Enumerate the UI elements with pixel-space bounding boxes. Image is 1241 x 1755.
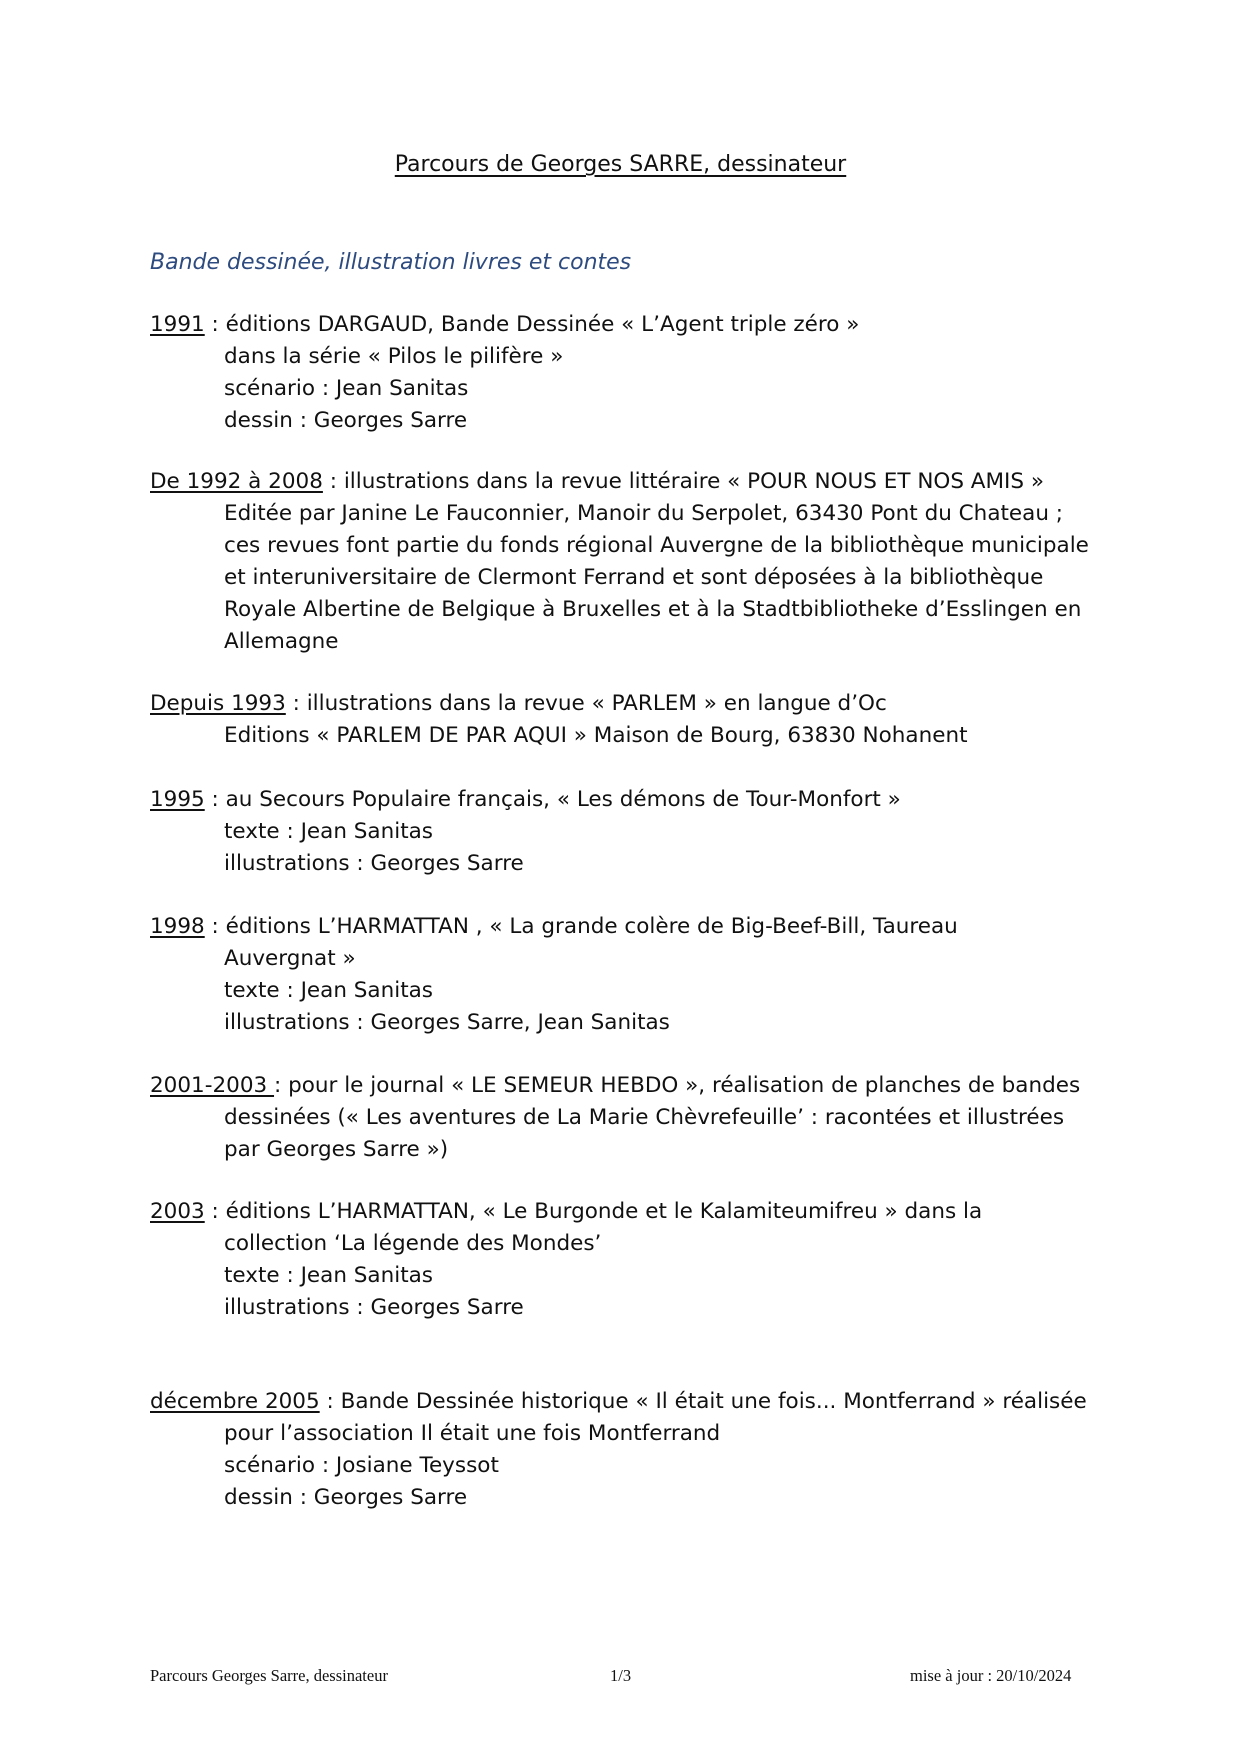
entry-text: : éditions DARGAUD, Bande Dessinée « L’Agent triple zéro »: [204, 312, 860, 337]
entry-first-line: [150, 784, 1110, 816]
footer-document-name: Parcours Georges Sarre, dessinateur: [150, 1666, 388, 1685]
entry-date: 1998: [150, 914, 205, 939]
entry-line: scénario : Josiane Teyssot: [224, 1453, 499, 1478]
entry-first-line: [150, 688, 1110, 720]
entry-line: illustrations : Georges Sarre: [224, 1295, 524, 1320]
entry-2001-2003: [150, 1070, 1110, 1166]
entry-text: : au Secours Populaire français, « Les démons de Tour-Monfort »: [204, 787, 901, 812]
entry-line: texte : Jean Sanitas: [224, 819, 434, 844]
entry-text: : Bande Dessinée historique « Il était une fois... Montferrand » réalisée: [319, 1389, 1087, 1414]
entry-1991: [150, 309, 1110, 437]
footer-page-number: 1/3: [610, 1666, 632, 1685]
entry-line: Royale Albertine de Belgique à Bruxelles et à la Stadtbibliotheke d’Esslingen en: [224, 597, 1082, 622]
entry-date: 1991: [150, 312, 205, 337]
entry-1998: [150, 911, 1110, 1039]
entry-text: : éditions L’HARMATTAN , « La grande colère de Big-Beef-Bill, Taureau: [204, 914, 958, 939]
entry-date: De 1992 à 2008: [150, 469, 323, 494]
entry-text: : illustrations dans la revue littéraire « POUR NOUS ET NOS AMIS »: [322, 469, 1045, 494]
entry-line: dessin : Georges Sarre: [224, 1485, 468, 1510]
entry-line: collection ‘La légende des Mondes’: [224, 1231, 602, 1256]
entry-line: texte : Jean Sanitas: [224, 1263, 434, 1288]
entry-date: 1995: [150, 787, 205, 812]
entry-first-line: [150, 1386, 1110, 1418]
entry-date: Depuis 1993: [150, 691, 286, 716]
entry-line: dans la série « Pilos le pilifère »: [224, 344, 564, 369]
entry-1995: [150, 784, 1110, 880]
entry-line: pour l’association Il était une fois Montferrand: [224, 1421, 721, 1446]
entry-line: texte : Jean Sanitas: [224, 978, 434, 1003]
entry-line: et interuniversitaire de Clermont Ferrand et sont déposées à la bibliothèque: [224, 565, 1044, 590]
entry-date: décembre 2005: [150, 1389, 320, 1414]
section-heading: Bande dessinée, illustration livres et contes: [150, 250, 632, 275]
entry-line: illustrations : Georges Sarre, Jean Sanitas: [224, 1010, 670, 1035]
entry-2005: [150, 1386, 1110, 1514]
entry-date: 2003: [150, 1199, 205, 1224]
page-title: Parcours de Georges SARRE, dessinateur: [394, 152, 847, 177]
entry-line: par Georges Sarre »): [224, 1137, 449, 1162]
entry-text: : éditions L’HARMATTAN, « Le Burgonde et le Kalamiteumifreu » dans la: [204, 1199, 983, 1224]
entry-line: Editions « PARLEM DE PAR AQUI » Maison de Bourg, 63830 Nohanent: [224, 723, 968, 748]
entry-1992-2008: [150, 466, 1110, 658]
entry-line: dessin : Georges Sarre: [224, 408, 468, 433]
entry-first-line: [150, 466, 1110, 498]
entry-text: : illustrations dans la revue « PARLEM » en langue d’Oc: [285, 691, 887, 716]
entry-first-line: [150, 309, 1110, 341]
footer-update-date: mise à jour : 20/10/2024: [910, 1666, 1072, 1685]
entry-line: ces revues font partie du fonds régional Auvergne de la bibliothèque municipale: [224, 533, 1089, 558]
entry-2003: [150, 1196, 1110, 1324]
entry-line: illustrations : Georges Sarre: [224, 851, 524, 876]
entry-first-line: [150, 911, 1110, 943]
entry-line: Allemagne: [224, 629, 339, 654]
entry-line: scénario : Jean Sanitas: [224, 376, 469, 401]
entry-line: dessinées (« Les aventures de La Marie Chèvrefeuille’ : racontées et illustrées: [224, 1105, 1065, 1130]
entry-1993: [150, 688, 1110, 752]
entry-line: Auvergnat »: [224, 946, 356, 971]
entry-first-line: [150, 1070, 1110, 1102]
entry-line: Editée par Janine Le Fauconnier, Manoir du Serpolet, 63430 Pont du Chateau ;: [224, 501, 1064, 526]
entry-date: 2001-2003: [150, 1073, 275, 1098]
entry-text: : pour le journal « LE SEMEUR HEBDO », réalisation de planches de bandes: [274, 1073, 1081, 1098]
entry-first-line: [150, 1196, 1110, 1228]
